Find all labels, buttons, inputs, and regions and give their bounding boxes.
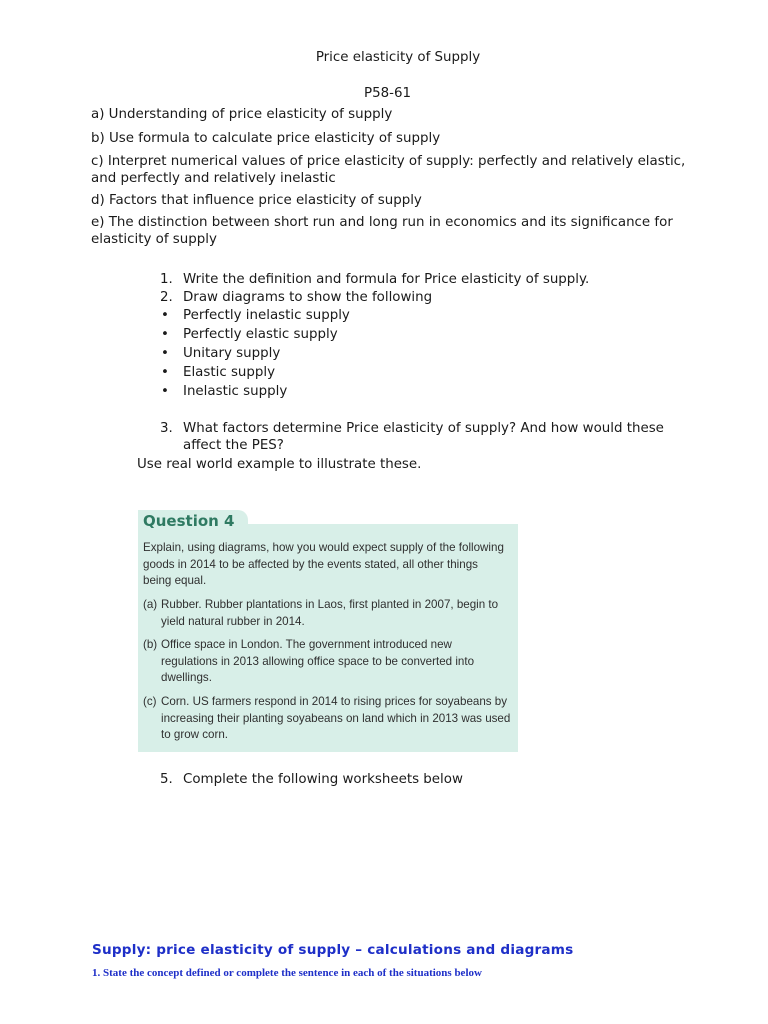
- bullet-marker: •: [161, 346, 169, 361]
- question-part-a: Rubber. Rubber plantations in Laos, first planted in 2007, begin to yield natural rubber in 2014.: [161, 598, 499, 628]
- worksheet-heading: Supply: price elasticity of supply – calculations and diagrams: [92, 942, 574, 958]
- page-title: Price elasticity of Supply: [315, 50, 481, 65]
- question-part-c: Corn. US farmers respond in 2014 to rising prices for soyabeans by increasing their planting soyabeans on land which in 2013 was used to grow corn.: [161, 695, 511, 741]
- bullet-marker: •: [161, 327, 169, 342]
- page-reference: P58-61: [364, 86, 411, 101]
- task-number-2: 2.: [160, 290, 173, 305]
- task-number-1: 1.: [160, 272, 173, 287]
- task-5-text: Complete the following worksheets below: [183, 772, 463, 787]
- bullet-item-perfectly-elastic: Perfectly elastic supply: [183, 327, 338, 342]
- task-1-text: Write the definition and formula for Price elasticity of supply.: [183, 272, 590, 287]
- question-intro: Explain, using diagrams, how you would expect supply of the following goods in 2014 to be affected by the events stated, all other things being equal.: [143, 541, 504, 587]
- question-part-label-b: (b): [143, 638, 158, 651]
- question-part-label-c: (c): [143, 695, 157, 708]
- question-title: Question 4: [143, 512, 235, 530]
- task-3-note: Use real world example to illustrate these.: [137, 457, 422, 472]
- task-3-text: What factors determine Price elasticity of supply? And how would these affect the PES?: [183, 421, 664, 453]
- bullet-marker: •: [161, 384, 169, 399]
- objective-c: c) Interpret numerical values of price elasticity of supply: perfectly and relatively elastic, and perfectly and relatively inelastic: [91, 154, 686, 186]
- task-number-3: 3.: [160, 421, 173, 436]
- bullet-marker: •: [161, 308, 169, 323]
- bullet-marker: •: [161, 365, 169, 380]
- question-part-label-a: (a): [143, 598, 158, 611]
- bullet-item-perfectly-inelastic: Perfectly inelastic supply: [183, 308, 350, 323]
- objective-a: a) Understanding of price elasticity of supply: [91, 107, 393, 122]
- worksheet-subheading: 1. State the concept defined or complete the sentence in each of the situations below: [92, 967, 482, 979]
- bullet-item-elastic: Elastic supply: [183, 365, 276, 380]
- task-2-text: Draw diagrams to show the following: [183, 290, 433, 305]
- task-number-5: 5.: [160, 772, 173, 787]
- bullet-item-inelastic: Inelastic supply: [183, 384, 288, 399]
- objective-b: b) Use formula to calculate price elasticity of supply: [91, 131, 441, 146]
- bullet-item-unitary: Unitary supply: [183, 346, 281, 361]
- objective-d: d) Factors that influence price elasticity of supply: [91, 193, 422, 208]
- question-part-b: Office space in London. The government introduced new regulations in 2013 allowing office space to be converted into dwellings.: [161, 638, 475, 684]
- objective-e: e) The distinction between short run and long run in economics and its significance for elasticity of supply: [91, 215, 673, 247]
